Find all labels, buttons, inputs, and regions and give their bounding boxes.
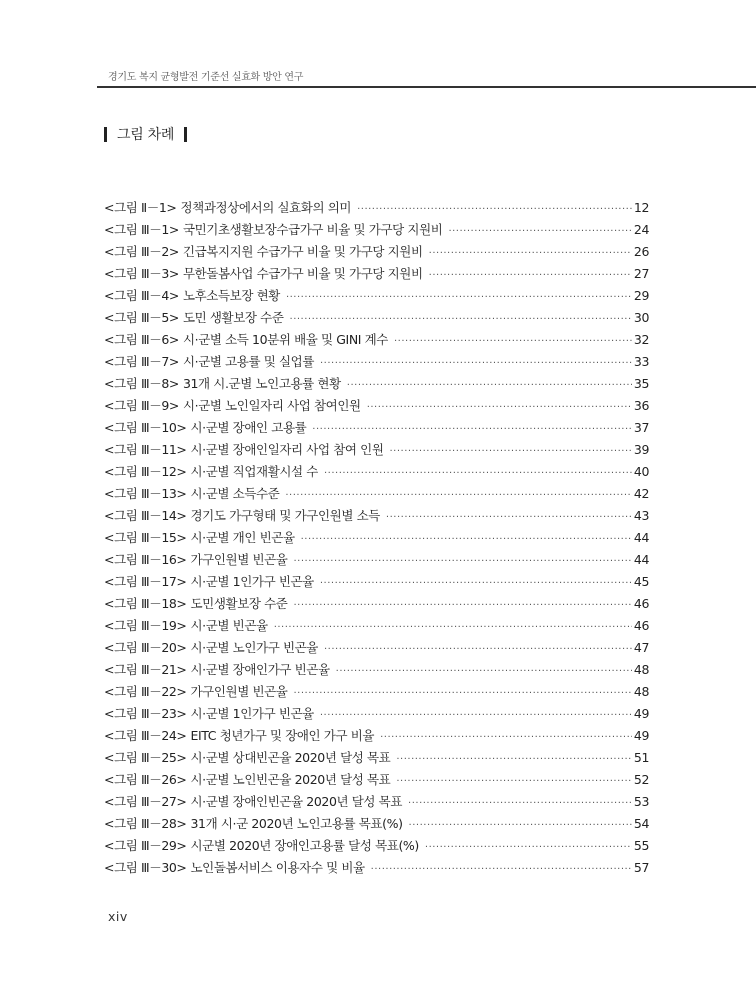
dot-leader [396, 776, 632, 787]
toc-entry[interactable] [104, 638, 649, 660]
dot-leader [408, 798, 632, 809]
toc-entry[interactable] [104, 836, 649, 858]
toc-entry[interactable] [104, 418, 649, 440]
toc-entry-title: 시·군별 빈곤율 [190, 618, 268, 633]
toc-entry-page: 27 [633, 266, 649, 281]
toc-entry-title: 가구인원별 빈곤율 [190, 684, 288, 699]
toc-entry[interactable] [104, 858, 649, 880]
toc-entry-label: <그림 Ⅲ－24> [104, 728, 187, 743]
toc-entry-label: <그림 Ⅲ－28> [104, 816, 187, 831]
toc-entry-title: 국민기초생활보장수급가구 비율 및 가구당 지원비 [182, 222, 443, 237]
toc-entry-title: 시·군별 장애인일자리 사업 참여 인원 [190, 442, 384, 457]
toc-entry-title: 시·군별 소득수준 [190, 486, 280, 501]
toc-entry-page: 49 [633, 706, 649, 721]
toc-entry-label: <그림 Ⅲ－26> [104, 772, 187, 787]
heading-bar-right [184, 127, 187, 142]
toc-entry[interactable] [104, 572, 649, 594]
toc-entry-page: 33 [633, 354, 649, 369]
toc-entry-label: <그림 Ⅲ－18> [104, 596, 187, 611]
toc-entry-title: 도민 생활보장 수준 [182, 310, 284, 325]
dot-leader [320, 710, 632, 721]
toc-entry-title: 시·군별 상대빈곤율 2020년 달성 목표 [190, 750, 391, 765]
heading-bar-left [104, 127, 107, 142]
toc-entry-page: 51 [633, 750, 649, 765]
toc-entry[interactable] [104, 748, 649, 770]
toc-entry[interactable] [104, 506, 649, 528]
toc-entry-page: 29 [633, 288, 649, 303]
toc-entry-label: <그림 Ⅲ－30> [104, 860, 187, 875]
toc-entry-page: 57 [633, 860, 649, 875]
toc-entry[interactable] [104, 198, 649, 220]
toc-entry-page: 42 [633, 486, 649, 501]
toc-entry-page: 44 [633, 530, 649, 545]
toc-entry-title: 무한돌봄사업 수급가구 비율 및 가구당 지원비 [182, 266, 423, 281]
toc-entry-title: 노후소득보장 현황 [182, 288, 280, 303]
dot-leader [371, 864, 632, 875]
toc-entry-page: 37 [633, 420, 649, 435]
toc-entry-page: 46 [633, 596, 649, 611]
toc-entry-page: 44 [633, 552, 649, 567]
toc-entry-label: <그림 Ⅲ－25> [104, 750, 187, 765]
toc-entry-label: <그림 Ⅱ－1> [104, 200, 177, 215]
toc-entry-label: <그림 Ⅲ－5> [104, 310, 179, 325]
toc-entry-label: <그림 Ⅲ－19> [104, 618, 187, 633]
dot-leader [286, 292, 632, 303]
toc-entry[interactable] [104, 374, 649, 396]
toc-entry-label: <그림 Ⅲ－12> [104, 464, 187, 479]
toc-entry[interactable] [104, 550, 649, 572]
toc-entry-title: 시군별 2020년 장애인고용률 달성 목표(%) [190, 838, 419, 853]
toc-entry-page: 40 [633, 464, 649, 479]
figure-list [104, 198, 649, 880]
toc-entry-title: 시·군별 1인가구 빈곤율 [190, 574, 314, 589]
toc-entry-title: 시·군별 노인가구 빈곤율 [190, 640, 318, 655]
header-rule [97, 86, 756, 88]
toc-entry-title: 시·군별 노인일자리 사업 참여인원 [182, 398, 361, 413]
toc-entry-label: <그림 Ⅲ－27> [104, 794, 187, 809]
toc-entry-label: <그림 Ⅲ－17> [104, 574, 187, 589]
running-header: 경기도 복지 균형발전 기준선 실효화 방안 연구 [108, 72, 304, 83]
toc-entry-title: 시·군별 노인빈곤율 2020년 달성 목표 [190, 772, 391, 787]
toc-entry[interactable] [104, 484, 649, 506]
toc-entry-title: 노인돌봄서비스 이용자수 및 비율 [190, 860, 365, 875]
toc-entry-label: <그림 Ⅲ－11> [104, 442, 187, 457]
dot-leader [320, 358, 632, 369]
toc-entry-label: <그림 Ⅲ－3> [104, 266, 179, 281]
dot-leader [390, 446, 632, 457]
toc-entry-label: <그림 Ⅲ－23> [104, 706, 187, 721]
dot-leader [312, 424, 632, 435]
toc-entry[interactable] [104, 528, 649, 550]
toc-entry[interactable] [104, 462, 649, 484]
toc-entry-page: 12 [633, 200, 649, 215]
page-number: xiv [108, 909, 128, 924]
toc-entry-page: 53 [633, 794, 649, 809]
toc-entry-page: 54 [633, 816, 649, 831]
dot-leader [367, 402, 632, 413]
toc-entry-title: EITC 청년가구 및 장애인 가구 비율 [190, 728, 375, 743]
dot-leader [380, 732, 632, 743]
dot-leader [274, 622, 632, 633]
toc-entry-page: 47 [633, 640, 649, 655]
dot-leader [396, 754, 632, 765]
toc-entry-page: 43 [633, 508, 649, 523]
toc-entry-page: 45 [633, 574, 649, 589]
toc-entry-page: 52 [633, 772, 649, 787]
toc-entry-label: <그림 Ⅲ－9> [104, 398, 179, 413]
dot-leader [336, 666, 632, 677]
toc-entry[interactable] [104, 704, 649, 726]
toc-entry-title: 도민생활보장 수준 [190, 596, 288, 611]
toc-entry-title: 가구인원별 빈곤율 [190, 552, 288, 567]
toc-entry-title: 시·군별 장애인가구 빈곤율 [190, 662, 330, 677]
toc-entry[interactable] [104, 330, 649, 352]
toc-entry-page: 24 [633, 222, 649, 237]
dot-leader [290, 314, 632, 325]
toc-entry[interactable] [104, 814, 649, 836]
toc-entry-label: <그림 Ⅲ－13> [104, 486, 187, 501]
dot-leader [324, 644, 632, 655]
toc-entry[interactable] [104, 396, 649, 418]
toc-entry-title: 31개 시·군 2020년 노인고용률 목표(%) [190, 816, 403, 831]
toc-entry-label: <그림 Ⅲ－21> [104, 662, 187, 677]
toc-entry-page: 26 [633, 244, 649, 259]
toc-entry-page: 35 [633, 376, 649, 391]
toc-entry-page: 48 [633, 662, 649, 677]
toc-entry-label: <그림 Ⅲ－8> [104, 376, 179, 391]
dot-leader [293, 556, 631, 567]
dot-leader [301, 534, 632, 545]
toc-entry[interactable] [104, 616, 649, 638]
toc-entry-title: 시·군별 1인가구 빈곤율 [190, 706, 314, 721]
toc-entry-label: <그림 Ⅲ－29> [104, 838, 187, 853]
dot-leader [429, 270, 632, 281]
toc-entry-label: <그림 Ⅲ－7> [104, 354, 179, 369]
toc-entry-title: 시·군별 소득 10분위 배율 및 GINI 계수 [182, 332, 388, 347]
toc-entry-label: <그림 Ⅲ－2> [104, 244, 179, 259]
toc-entry[interactable] [104, 682, 649, 704]
toc-entry[interactable] [104, 220, 649, 242]
toc-entry-label: <그림 Ⅲ－22> [104, 684, 187, 699]
toc-entry[interactable] [104, 440, 649, 462]
dot-leader [425, 842, 632, 853]
dot-leader [394, 336, 632, 347]
section-title: 그림 차례 [117, 127, 175, 143]
dot-leader [347, 380, 632, 391]
toc-entry-title: 시·군별 개인 빈곤율 [190, 530, 295, 545]
toc-entry[interactable] [104, 264, 649, 286]
toc-entry-label: <그림 Ⅲ－4> [104, 288, 179, 303]
dot-leader [293, 688, 631, 699]
dot-leader [285, 490, 632, 501]
toc-entry-title: 31개 시.군별 노인고용률 현황 [182, 376, 341, 391]
toc-entry-page: 30 [633, 310, 649, 325]
section-heading [104, 124, 187, 144]
toc-entry[interactable] [104, 352, 649, 374]
toc-entry-label: <그림 Ⅲ－10> [104, 420, 187, 435]
toc-entry[interactable] [104, 792, 649, 814]
toc-entry-page: 32 [633, 332, 649, 347]
toc-entry-title: 시·군별 장애인빈곤율 2020년 달성 목표 [190, 794, 403, 809]
dot-leader [386, 512, 632, 523]
toc-entry[interactable] [104, 770, 649, 792]
toc-entry[interactable] [104, 308, 649, 330]
dot-leader [357, 204, 632, 215]
toc-entry-label: <그림 Ⅲ－16> [104, 552, 187, 567]
dot-leader [409, 820, 632, 831]
toc-entry-label: <그림 Ⅲ－15> [104, 530, 187, 545]
dot-leader [293, 600, 631, 611]
toc-entry-page: 46 [633, 618, 649, 633]
toc-entry[interactable] [104, 660, 649, 682]
toc-entry-page: 49 [633, 728, 649, 743]
toc-entry-page: 39 [633, 442, 649, 457]
dot-leader [320, 578, 632, 589]
toc-entry[interactable] [104, 594, 649, 616]
toc-entry-title: 시·군별 직업재활시설 수 [190, 464, 318, 479]
toc-entry-label: <그림 Ⅲ－20> [104, 640, 187, 655]
toc-entry-title: 긴급복지지원 수급가구 비율 및 가구당 지원비 [182, 244, 423, 259]
dot-leader [448, 226, 631, 237]
toc-entry[interactable] [104, 286, 649, 308]
toc-entry-title: 시·군별 고용률 및 실업률 [182, 354, 314, 369]
toc-entry[interactable] [104, 242, 649, 264]
toc-entry-label: <그림 Ⅲ－6> [104, 332, 179, 347]
toc-entry-label: <그림 Ⅲ－14> [104, 508, 187, 523]
toc-entry-title: 정책과정상에서의 실효화의 의미 [180, 200, 352, 215]
toc-entry-label: <그림 Ⅲ－1> [104, 222, 179, 237]
toc-entry-page: 48 [633, 684, 649, 699]
toc-entry-page: 36 [633, 398, 649, 413]
dot-leader [429, 248, 632, 259]
toc-entry-page: 55 [633, 838, 649, 853]
dot-leader [324, 468, 632, 479]
toc-entry-title: 시·군별 장애인 고용률 [190, 420, 307, 435]
toc-entry[interactable] [104, 726, 649, 748]
toc-entry-title: 경기도 가구형태 및 가구인원별 소득 [190, 508, 380, 523]
